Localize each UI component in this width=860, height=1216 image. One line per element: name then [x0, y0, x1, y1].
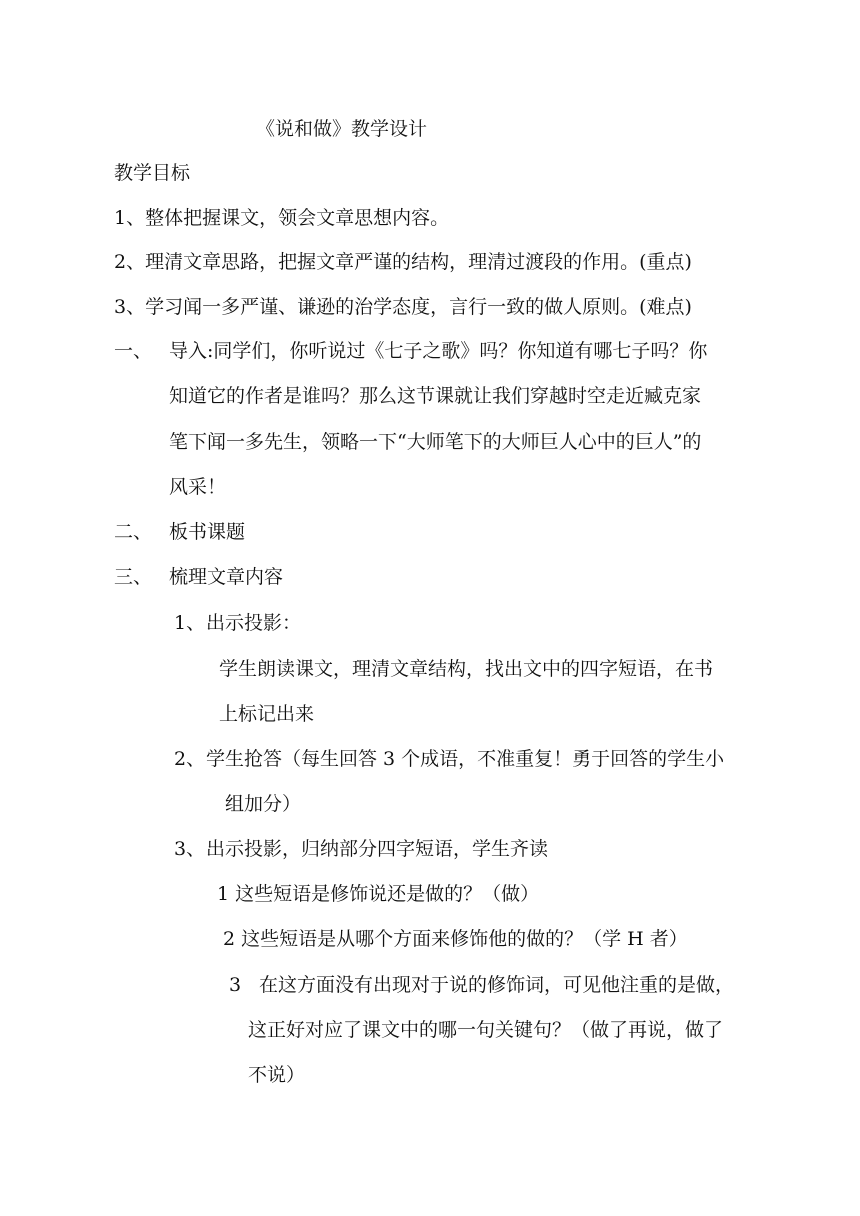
step-marker: 3、 [174, 838, 206, 860]
step-detail-line: 组加分） [225, 793, 302, 815]
step-label: 出示投影： [206, 612, 302, 634]
section-text-line: 风采！ [169, 476, 227, 498]
question-line: 不说） [248, 1064, 306, 1086]
section-marker: 三、 [114, 566, 153, 588]
question-line: 2 这些短语是从哪个方面来修饰他的做的？（学 H 者） [223, 928, 688, 950]
step-label: 学生抢答（每生回答 3 个成语，不准重复！勇于回答的学生小 [206, 748, 725, 770]
page-title: 《说和做》教学设计 [256, 118, 428, 140]
objective-item: 1、整体把握课文，领会文章思想内容。 [114, 207, 450, 229]
step-marker: 2、 [174, 748, 206, 770]
section-text-line: 导入:同学们，你听说过《七子之歌》吗？你知道有哪七子吗？你 [169, 340, 708, 362]
section-text-line: 板书课题 [169, 521, 246, 543]
section-text-line: 笔下闻一多先生，领略一下“大师笔下的大师巨人心中的巨人”的 [169, 431, 702, 453]
question-line: 1 这些短语是修饰说还是做的？（做） [217, 883, 540, 905]
question-line: 在这方面没有出现对于说的修饰词，可见他注重的是做， [259, 974, 735, 996]
section-marker: 二、 [114, 521, 153, 543]
question-marker: 3 [229, 974, 242, 996]
step-detail-line: 上标记出来 [219, 703, 315, 725]
objective-item: 3、学习闻一多严谨、谦逊的治学态度，言行一致的做人原则。(难点) [114, 296, 692, 318]
section-marker: 一、 [114, 340, 153, 362]
objectives-heading: 教学目标 [114, 162, 191, 184]
objective-item: 2、理清文章思路，把握文章严谨的结构，理清过渡段的作用。(重点) [114, 251, 692, 273]
step-detail-line: 学生朗读课文，理清文章结构，找出文中的四字短语，在书 [219, 658, 714, 680]
step-label: 出示投影，归纳部分四字短语，学生齐读 [206, 838, 549, 860]
section-text-line: 梳理文章内容 [169, 566, 284, 588]
section-text-line: 知道它的作者是谁吗？那么这节课就让我们穿越时空走近臧克家 [169, 385, 702, 407]
step-marker: 1、 [174, 612, 206, 634]
question-line: 这正好对应了课文中的哪一句关键句？（做了再说，做了 [248, 1019, 724, 1041]
